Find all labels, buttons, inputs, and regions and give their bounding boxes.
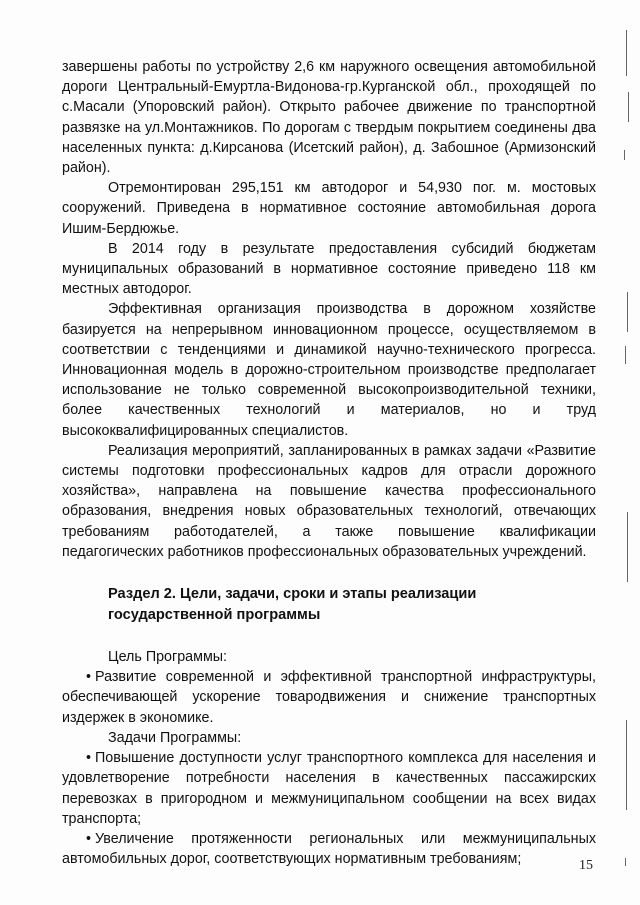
page-number: 15 bbox=[579, 858, 593, 873]
paragraph-lighting-works: завершены работы по устройству 2,6 км наружного освещения автомобильной дороги Центральный-Емуртла-Видонова-гр.Курганской обл., проходящей по с.Масали (Упоровский район). Открыто рабочее движение по транспортной развязке на ул.Монтажников. По дорогам с твердым покрытием соединены два населенных пункта: д.Кирсанова (Исетский район), д. Забошное (Армизонский район). bbox=[62, 59, 596, 177]
spacer bbox=[62, 626, 596, 647]
goal-bullet-text: Развитие современной и эффективной транспортной инфраструктуры, обеспечивающей ускорение товародвижения и снижение транспортных издержек в экономике. bbox=[62, 669, 596, 726]
goal-bullet bbox=[62, 667, 596, 728]
task-bullet-text: Увеличение протяженности региональных или межмуниципальных автомобильных дорог, соответствующих нормативным требованиям; bbox=[62, 830, 596, 868]
task-bullet bbox=[62, 748, 596, 829]
task-bullet bbox=[62, 829, 596, 869]
paragraph-education: Реализация мероприятий, запланированных в рамках задачи «Развитие системы подготовки профессиональных кадров для отрасли дорожного хозяйства», направлена на повышение качества профессионального образования, внедрения новых образовательных технологий, отвечающих требованиям работодателей, а также повышение квалификации педагогических работников профессиональных образовательных учреждений. bbox=[62, 442, 596, 560]
bullet-icon: • bbox=[86, 669, 92, 686]
task-bullet-text: Повышение доступности услуг транспортного комплекса для населения и удовлетворение потребности населения в качественных пассажирских перевозках в пригородном и межмуниципальном сообщении на всех видах транспорта; bbox=[62, 750, 596, 827]
scan-edge-artifacts bbox=[620, 0, 634, 905]
bullet-icon: • bbox=[86, 830, 92, 847]
document-body bbox=[62, 57, 596, 869]
paragraph-innovation: Эффективная организация производства в дорожном хозяйстве базируется на непрерывном инновационном процессе, осуществляемом в соответствии с тенденциями и динамикой научно-технического прогресса. Инновационная модель в дорожно-строительном производстве предполагает использование не только современной высокопроизводительной техники, более качественных технологий и материалов, но и труд высококвалифицированных специалистов. bbox=[62, 301, 596, 439]
section-title: Раздел 2. Цели, задачи, сроки и этапы реализации государственной программы bbox=[108, 586, 477, 624]
tasks-label: Задачи Программы: bbox=[108, 729, 242, 746]
goal-label: Цель Программы: bbox=[108, 649, 228, 666]
bullet-icon: • bbox=[86, 750, 92, 767]
paragraph-subsidies: В 2014 году в результате предоставления субсидий бюджетам муниципальных образований в нормативное состояние приведено 118 км местных автодорог. bbox=[62, 240, 596, 298]
paragraph-road-repair: Отремонтирован 295,151 км автодорог и 54,930 пог. м. мостовых сооружений. Приведена в нормативное состояние автомобильная дорога Ишим-Бердюжье. bbox=[62, 180, 596, 237]
